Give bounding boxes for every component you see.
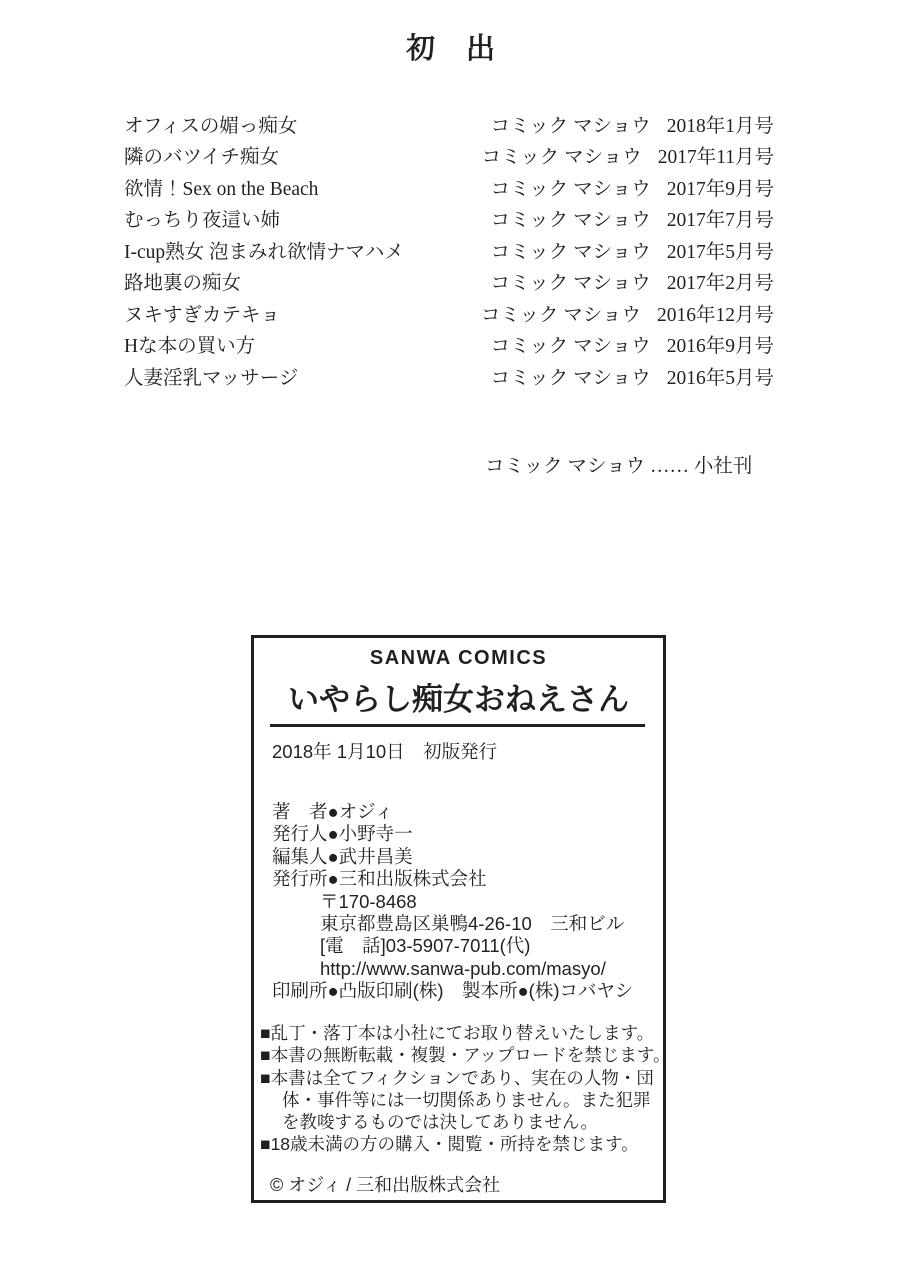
chapter-row: [124, 267, 774, 298]
notice-line: ■18歳未満の方の購入・閲覧・所持を禁じます。: [260, 1134, 639, 1155]
issue-date: 2017年11月号: [657, 147, 774, 169]
magazine-name: コミック マショウ: [490, 178, 651, 200]
printing-binding-credit: 印刷所●凸版印刷(株) 製本所●(株)コバヤシ: [272, 980, 634, 1002]
magazine-name: コミック マショウ: [490, 336, 651, 358]
issue-date: 2016年5月号: [666, 367, 774, 389]
notice-line: ■本書の無断転載・複製・アップロードを禁じます。: [260, 1045, 671, 1066]
issue-date: 2017年9月号: [666, 178, 774, 200]
magazine-name: コミック マショウ: [480, 304, 641, 326]
chapter-title: オフィスの媚っ痴女: [124, 116, 298, 137]
first-publication-list: [124, 110, 774, 393]
publisher-url: http://www.sanwa-pub.com/masyo/: [320, 957, 606, 979]
chapter-publication: [491, 236, 774, 264]
chapter-publication: [481, 299, 774, 327]
chapter-title: むっちり夜這い姉: [124, 210, 281, 232]
notice-line: ■本書は全てフィクションであり、実在の人物・団: [260, 1067, 654, 1088]
credit-editor: 編集人●武井昌美: [272, 845, 413, 867]
title-divider: [270, 724, 645, 727]
issue-date: 2018年1月号: [666, 116, 774, 137]
chapter-title: 路地裏の痴女: [124, 273, 242, 295]
chapter-publication: [491, 204, 774, 232]
chapter-row: [124, 330, 774, 361]
magazine-name: コミック マショウ: [490, 116, 651, 137]
notice-line: ■乱丁・落丁本は小社にてお取り替えいたします。: [260, 1023, 655, 1043]
chapter-publication: [491, 362, 774, 390]
issue-date: 2017年7月号: [666, 210, 774, 232]
chapter-title: 人妻淫乳マッサージ: [124, 367, 299, 389]
chapter-row: [124, 141, 774, 172]
magazine-name: コミック マショウ: [490, 273, 651, 295]
legal-notices: [260, 1022, 671, 1156]
copyright-line: © オジィ / 三和出版株式会社: [270, 1175, 501, 1195]
chapter-row: [124, 236, 774, 267]
magazine-name: コミック マショウ: [490, 241, 651, 263]
credit-author: 著 者●オジィ: [272, 801, 394, 822]
chapter-publication: [491, 173, 774, 201]
chapter-title: 欲情！Sex on the Beach: [124, 178, 319, 200]
publisher-phone: [電 話]03-5907-7011(代): [320, 935, 531, 957]
chapter-publication: [491, 267, 774, 295]
chapter-row: [124, 299, 774, 330]
chapter-publication: [482, 141, 774, 169]
magazine-name: コミック マショウ: [481, 147, 642, 169]
credit-publisher-person: 発行人●小野寺一: [272, 823, 413, 845]
chapter-row: [124, 110, 774, 141]
notice-line: を教唆するものでは決してありません。: [282, 1112, 599, 1133]
magazine-publisher-note: コミック マショウ …… 小社刊: [485, 456, 753, 477]
edition-date: 2018年 1月10日 初版発行: [272, 741, 498, 762]
notice-line: 体・事件等には一切関係ありません。また犯罪: [282, 1089, 651, 1110]
publisher-address: 東京都豊島区巣鴨4-26-10 三和ビル: [320, 913, 625, 935]
colophon-box: [251, 635, 671, 1203]
chapter-publication: [491, 110, 774, 138]
chapter-title: ヌキすぎカテキョ: [124, 304, 281, 326]
chapter-row: [124, 173, 774, 204]
credit-publishing-company: 発行所●三和出版株式会社: [272, 868, 487, 890]
issue-date: 2016年9月号: [666, 336, 774, 358]
publisher-postal-code: 〒170-8468: [320, 890, 417, 912]
issue-date: 2017年5月号: [666, 241, 774, 263]
book-title: いやらし痴女おねえさん: [288, 682, 629, 717]
chapter-title: I-cup熟女 泡まみれ欲情ナマハメ: [124, 241, 404, 263]
magazine-name: コミック マショウ: [490, 210, 651, 232]
chapter-publication: [491, 330, 774, 358]
chapter-row: [124, 362, 774, 393]
page-title: 初 出: [405, 33, 496, 65]
chapter-title: Hな本の買い方: [124, 336, 256, 358]
chapter-title: 隣のバツイチ痴女: [124, 147, 280, 169]
chapter-row: [124, 204, 774, 235]
issue-date: 2017年2月号: [666, 273, 774, 295]
imprint-label: SANWA COMICS: [369, 647, 548, 669]
issue-date: 2016年12月号: [656, 304, 774, 326]
publication-credits: [272, 801, 659, 1003]
magazine-name: コミック マショウ: [490, 367, 651, 389]
